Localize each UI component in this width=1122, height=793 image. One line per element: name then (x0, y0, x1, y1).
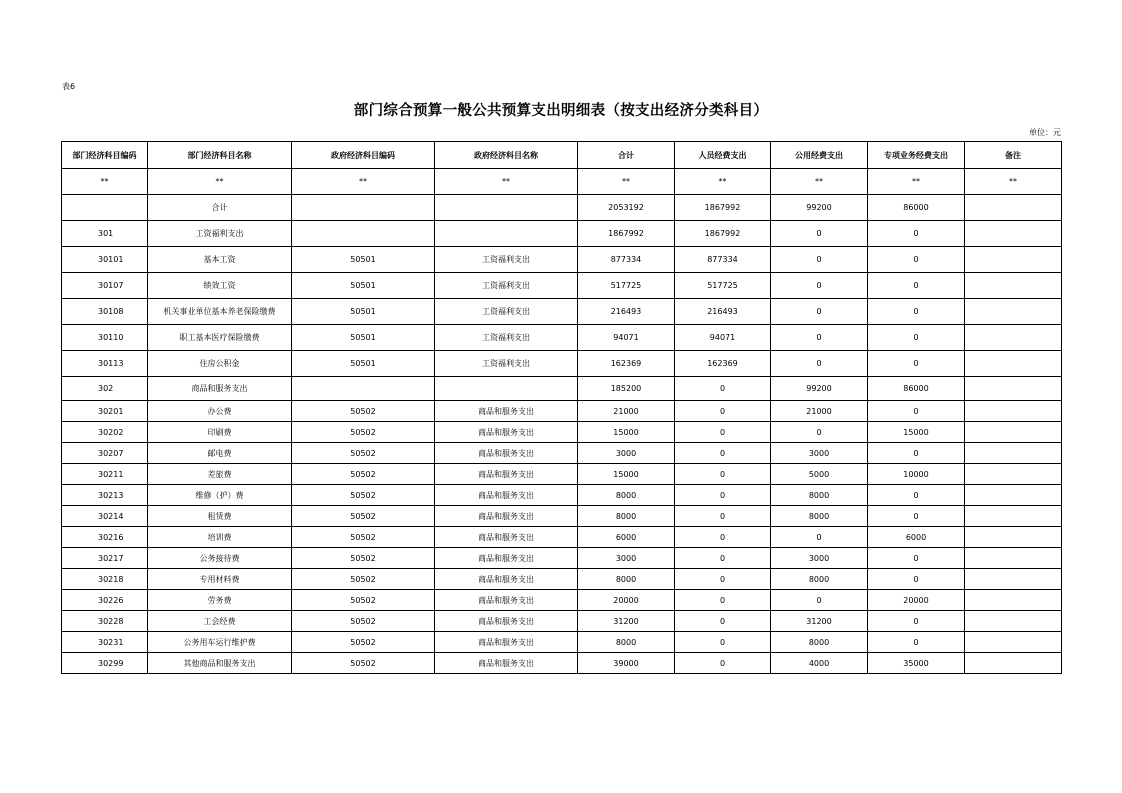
table-row (62, 422, 1062, 443)
marker-cell: ** (148, 169, 292, 195)
gov-code-cell (292, 221, 435, 247)
total-cell: 31200 (578, 611, 675, 632)
unit-label: 单位：元 (1029, 128, 1061, 137)
marker-row (62, 169, 1062, 195)
gov-code-cell: 50501 (292, 273, 435, 299)
public-cell: 5000 (771, 464, 868, 485)
public-cell: 0 (771, 221, 868, 247)
personnel-cell: 0 (675, 590, 771, 611)
total-cell: 6000 (578, 527, 675, 548)
public-cell: 0 (771, 351, 868, 377)
table-row (62, 569, 1062, 590)
table-label: 表6 (62, 82, 76, 91)
gov-code-cell: 50502 (292, 464, 435, 485)
dept-name-cell: 劳务费 (148, 590, 292, 611)
gov-name-cell: 商品和服务支出 (435, 611, 578, 632)
dept-name-cell: 租赁费 (148, 506, 292, 527)
gov-code-cell: 50502 (292, 632, 435, 653)
gov-code-cell: 50502 (292, 653, 435, 674)
header-row (62, 142, 1062, 169)
gov-name-cell: 商品和服务支出 (435, 590, 578, 611)
remarks-cell (965, 527, 1062, 548)
public-cell: 8000 (771, 569, 868, 590)
table-row (62, 273, 1062, 299)
gov-name-cell: 商品和服务支出 (435, 485, 578, 506)
total-cell: 877334 (578, 247, 675, 273)
dept-code-cell: 30201 (62, 401, 148, 422)
dept-name-cell: 邮电费 (148, 443, 292, 464)
special-cell: 0 (868, 247, 965, 273)
public-cell: 3000 (771, 548, 868, 569)
total-cell: 3000 (578, 548, 675, 569)
column-header-public: 公用经费支出 (771, 142, 868, 169)
special-cell: 0 (868, 569, 965, 590)
table-row (62, 247, 1062, 273)
personnel-cell: 0 (675, 485, 771, 506)
dept-code-cell: 30299 (62, 653, 148, 674)
dept-name-cell: 印刷费 (148, 422, 292, 443)
dept-name-cell: 专用材料费 (148, 569, 292, 590)
table-row (62, 377, 1062, 401)
dept-code-cell: 30226 (62, 590, 148, 611)
remarks-cell (965, 299, 1062, 325)
public-cell: 3000 (771, 443, 868, 464)
public-cell: 0 (771, 422, 868, 443)
personnel-cell: 0 (675, 464, 771, 485)
dept-code-cell: 30211 (62, 464, 148, 485)
personnel-cell: 0 (675, 506, 771, 527)
special-cell: 0 (868, 443, 965, 464)
remarks-cell (965, 590, 1062, 611)
public-cell: 21000 (771, 401, 868, 422)
remarks-cell (965, 221, 1062, 247)
table-row (62, 221, 1062, 247)
personnel-cell: 162369 (675, 351, 771, 377)
dept-code-cell: 30228 (62, 611, 148, 632)
dept-name-cell: 公务用车运行维护费 (148, 632, 292, 653)
personnel-cell: 0 (675, 527, 771, 548)
total-cell: 216493 (578, 299, 675, 325)
public-cell: 0 (771, 299, 868, 325)
dept-name-cell: 职工基本医疗保险缴费 (148, 325, 292, 351)
special-cell: 0 (868, 351, 965, 377)
gov-code-cell: 50501 (292, 299, 435, 325)
table-row (62, 464, 1062, 485)
total-cell: 2053192 (578, 195, 675, 221)
gov-name-cell (435, 221, 578, 247)
column-header-special: 专项业务经费支出 (868, 142, 965, 169)
personnel-cell: 0 (675, 443, 771, 464)
public-cell: 4000 (771, 653, 868, 674)
dept-name-cell: 合计 (148, 195, 292, 221)
table-row (62, 590, 1062, 611)
remarks-cell (965, 422, 1062, 443)
gov-name-cell: 商品和服务支出 (435, 401, 578, 422)
dept-code-cell: 30107 (62, 273, 148, 299)
marker-cell: ** (868, 169, 965, 195)
gov-name-cell: 工资福利支出 (435, 299, 578, 325)
remarks-cell (965, 273, 1062, 299)
gov-name-cell (435, 377, 578, 401)
table-row (62, 632, 1062, 653)
total-cell: 3000 (578, 443, 675, 464)
special-cell: 0 (868, 401, 965, 422)
special-cell: 0 (868, 485, 965, 506)
marker-cell: ** (578, 169, 675, 195)
dept-name-cell: 培训费 (148, 527, 292, 548)
gov-name-cell (435, 195, 578, 221)
personnel-cell: 0 (675, 548, 771, 569)
gov-name-cell: 商品和服务支出 (435, 653, 578, 674)
gov-code-cell: 50502 (292, 548, 435, 569)
dept-code-cell: 301 (62, 221, 148, 247)
dept-code-cell: 30217 (62, 548, 148, 569)
dept-code-cell: 30213 (62, 485, 148, 506)
gov-name-cell: 工资福利支出 (435, 273, 578, 299)
gov-code-cell: 50502 (292, 401, 435, 422)
special-cell: 0 (868, 325, 965, 351)
gov-code-cell: 50501 (292, 351, 435, 377)
column-header-remarks: 备注 (965, 142, 1062, 169)
personnel-cell: 1867992 (675, 195, 771, 221)
total-cell: 39000 (578, 653, 675, 674)
marker-cell: ** (675, 169, 771, 195)
personnel-cell: 216493 (675, 299, 771, 325)
public-cell: 0 (771, 527, 868, 548)
gov-name-cell: 工资福利支出 (435, 325, 578, 351)
special-cell: 20000 (868, 590, 965, 611)
dept-code-cell: 30110 (62, 325, 148, 351)
remarks-cell (965, 548, 1062, 569)
public-cell: 31200 (771, 611, 868, 632)
dept-name-cell: 机关事业单位基本养老保险缴费 (148, 299, 292, 325)
special-cell: 0 (868, 632, 965, 653)
personnel-cell: 0 (675, 401, 771, 422)
special-cell: 10000 (868, 464, 965, 485)
gov-name-cell: 工资福利支出 (435, 351, 578, 377)
gov-name-cell: 商品和服务支出 (435, 527, 578, 548)
marker-cell: ** (435, 169, 578, 195)
dept-code-cell: 30214 (62, 506, 148, 527)
special-cell: 0 (868, 611, 965, 632)
column-header-personnel: 人员经费支出 (675, 142, 771, 169)
gov-name-cell: 商品和服务支出 (435, 443, 578, 464)
public-cell: 99200 (771, 195, 868, 221)
public-cell: 0 (771, 247, 868, 273)
remarks-cell (965, 611, 1062, 632)
gov-code-cell: 50502 (292, 422, 435, 443)
special-cell: 0 (868, 506, 965, 527)
special-cell: 86000 (868, 377, 965, 401)
page-title: 部门综合预算一般公共预算支出明细表（按支出经济分类科目） (353, 103, 769, 119)
table-row (62, 485, 1062, 506)
column-header-gov-name: 政府经济科目名称 (435, 142, 578, 169)
total-cell: 8000 (578, 632, 675, 653)
public-cell: 0 (771, 273, 868, 299)
dept-code-cell (62, 195, 148, 221)
table-row (62, 527, 1062, 548)
dept-name-cell: 绩效工资 (148, 273, 292, 299)
marker-cell: ** (62, 169, 148, 195)
table-row (62, 401, 1062, 422)
special-cell: 0 (868, 273, 965, 299)
dept-code-cell: 302 (62, 377, 148, 401)
dept-name-cell: 工会经费 (148, 611, 292, 632)
special-cell: 0 (868, 299, 965, 325)
column-header-dept-code: 部门经济科目编码 (62, 142, 148, 169)
dept-name-cell: 办公费 (148, 401, 292, 422)
remarks-cell (965, 351, 1062, 377)
dept-name-cell: 基本工资 (148, 247, 292, 273)
dept-code-cell: 30113 (62, 351, 148, 377)
remarks-cell (965, 464, 1062, 485)
dept-code-cell: 30216 (62, 527, 148, 548)
dept-name-cell: 差旅费 (148, 464, 292, 485)
table-row (62, 351, 1062, 377)
table-row (62, 325, 1062, 351)
column-header-gov-code: 政府经济科目编码 (292, 142, 435, 169)
table-row (62, 548, 1062, 569)
column-header-dept-name: 部门经济科目名称 (148, 142, 292, 169)
special-cell: 35000 (868, 653, 965, 674)
gov-code-cell: 50502 (292, 611, 435, 632)
total-cell: 21000 (578, 401, 675, 422)
gov-name-cell: 商品和服务支出 (435, 548, 578, 569)
gov-name-cell: 商品和服务支出 (435, 464, 578, 485)
gov-code-cell (292, 377, 435, 401)
personnel-cell: 0 (675, 653, 771, 674)
gov-name-cell: 商品和服务支出 (435, 632, 578, 653)
column-header-total: 合计 (578, 142, 675, 169)
total-cell: 8000 (578, 506, 675, 527)
public-cell: 0 (771, 325, 868, 351)
public-cell: 99200 (771, 377, 868, 401)
dept-code-cell: 30231 (62, 632, 148, 653)
special-cell: 0 (868, 548, 965, 569)
personnel-cell: 0 (675, 611, 771, 632)
dept-name-cell: 商品和服务支出 (148, 377, 292, 401)
personnel-cell: 0 (675, 569, 771, 590)
dept-code-cell: 30101 (62, 247, 148, 273)
remarks-cell (965, 653, 1062, 674)
remarks-cell (965, 195, 1062, 221)
remarks-cell (965, 377, 1062, 401)
special-cell: 15000 (868, 422, 965, 443)
gov-code-cell: 50502 (292, 590, 435, 611)
gov-code-cell: 50502 (292, 527, 435, 548)
remarks-cell (965, 247, 1062, 273)
personnel-cell: 1867992 (675, 221, 771, 247)
gov-code-cell: 50502 (292, 443, 435, 464)
total-cell: 185200 (578, 377, 675, 401)
table-row (62, 443, 1062, 464)
table-row (62, 611, 1062, 632)
personnel-cell: 877334 (675, 247, 771, 273)
gov-code-cell: 50502 (292, 506, 435, 527)
gov-code-cell: 50501 (292, 325, 435, 351)
dept-name-cell: 住房公积金 (148, 351, 292, 377)
gov-code-cell (292, 195, 435, 221)
total-cell: 162369 (578, 351, 675, 377)
remarks-cell (965, 443, 1062, 464)
dept-name-cell: 公务接待费 (148, 548, 292, 569)
public-cell: 0 (771, 590, 868, 611)
remarks-cell (965, 325, 1062, 351)
gov-name-cell: 商品和服务支出 (435, 569, 578, 590)
special-cell: 86000 (868, 195, 965, 221)
public-cell: 8000 (771, 506, 868, 527)
total-cell: 517725 (578, 273, 675, 299)
total-cell: 15000 (578, 464, 675, 485)
gov-code-cell: 50502 (292, 569, 435, 590)
total-cell: 15000 (578, 422, 675, 443)
marker-cell: ** (292, 169, 435, 195)
personnel-cell: 0 (675, 422, 771, 443)
marker-cell: ** (965, 169, 1062, 195)
total-cell: 20000 (578, 590, 675, 611)
dept-name-cell: 工资福利支出 (148, 221, 292, 247)
total-cell: 8000 (578, 485, 675, 506)
dept-name-cell: 维修（护）费 (148, 485, 292, 506)
gov-name-cell: 工资福利支出 (435, 247, 578, 273)
public-cell: 8000 (771, 485, 868, 506)
marker-cell: ** (771, 169, 868, 195)
gov-code-cell: 50502 (292, 485, 435, 506)
special-cell: 6000 (868, 527, 965, 548)
total-row (62, 195, 1062, 221)
gov-name-cell: 商品和服务支出 (435, 422, 578, 443)
table-row (62, 506, 1062, 527)
total-cell: 1867992 (578, 221, 675, 247)
remarks-cell (965, 632, 1062, 653)
total-cell: 94071 (578, 325, 675, 351)
remarks-cell (965, 401, 1062, 422)
personnel-cell: 0 (675, 632, 771, 653)
dept-code-cell: 30218 (62, 569, 148, 590)
remarks-cell (965, 506, 1062, 527)
table-row (62, 653, 1062, 674)
personnel-cell: 94071 (675, 325, 771, 351)
budget-table (61, 141, 1062, 674)
personnel-cell: 0 (675, 377, 771, 401)
remarks-cell (965, 485, 1062, 506)
dept-code-cell: 30108 (62, 299, 148, 325)
total-cell: 8000 (578, 569, 675, 590)
public-cell: 8000 (771, 632, 868, 653)
dept-code-cell: 30207 (62, 443, 148, 464)
dept-code-cell: 30202 (62, 422, 148, 443)
remarks-cell (965, 569, 1062, 590)
table-row (62, 299, 1062, 325)
personnel-cell: 517725 (675, 273, 771, 299)
special-cell: 0 (868, 221, 965, 247)
gov-name-cell: 商品和服务支出 (435, 506, 578, 527)
dept-name-cell: 其他商品和服务支出 (148, 653, 292, 674)
gov-code-cell: 50501 (292, 247, 435, 273)
